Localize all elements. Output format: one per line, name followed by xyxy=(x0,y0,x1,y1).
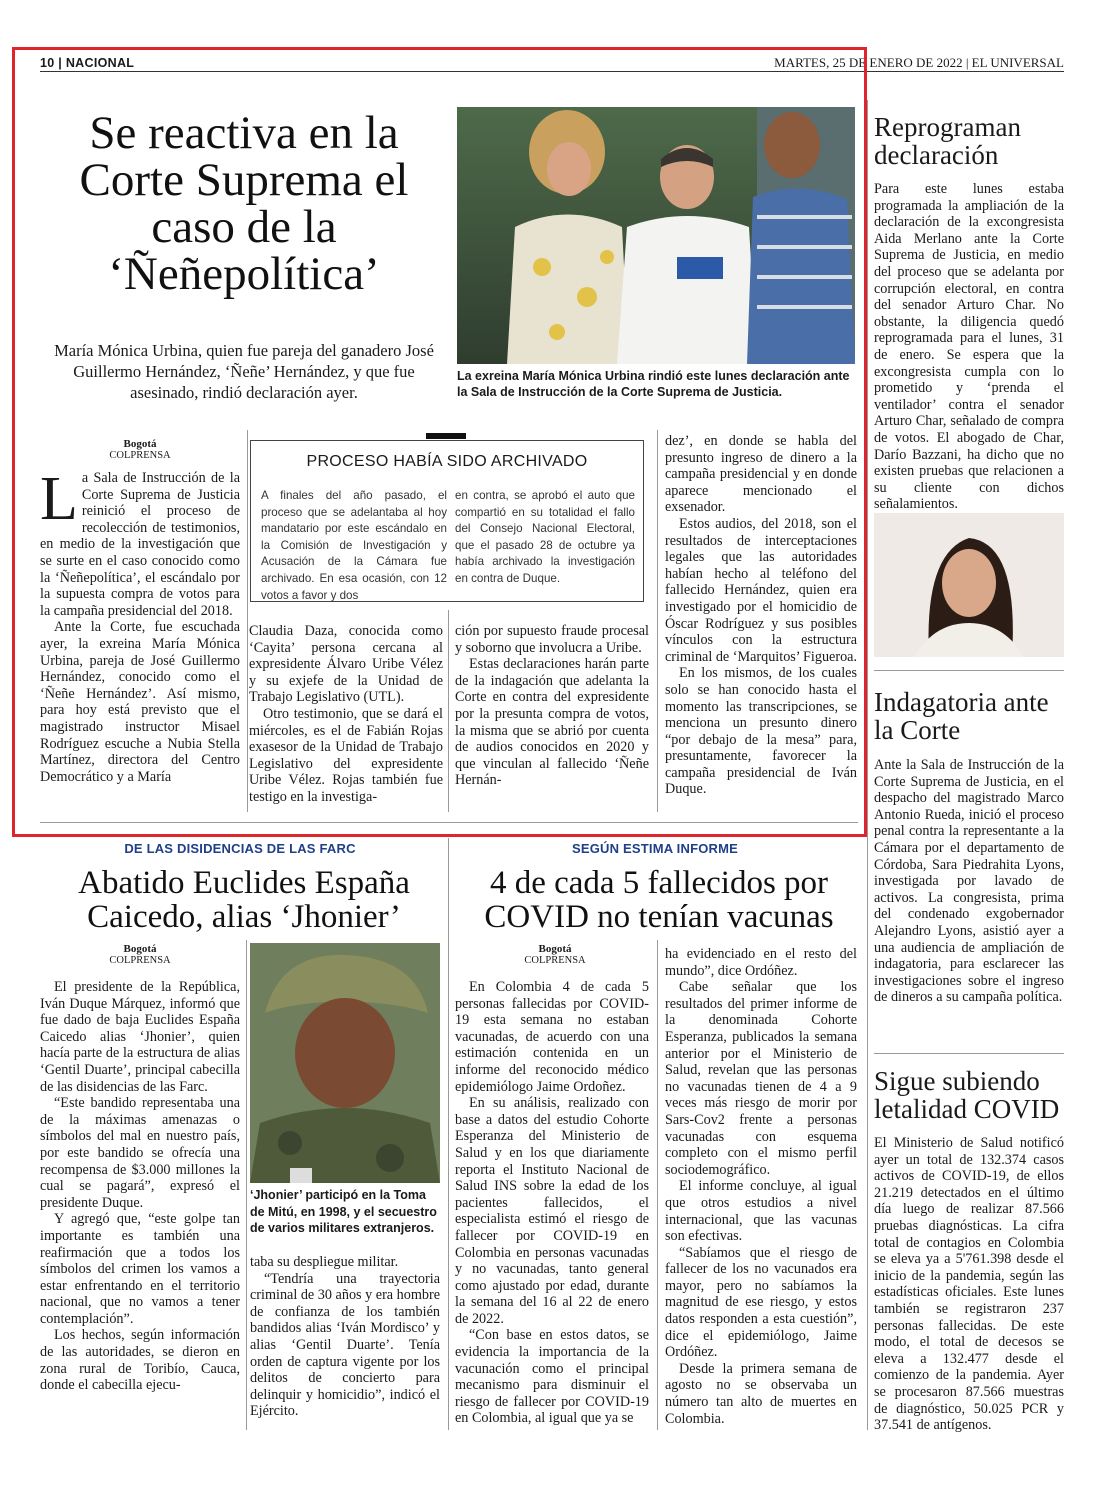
story2-kicker: DE LAS DISIDENCIAS DE LAS FARC xyxy=(124,841,356,856)
sidebar-p1 xyxy=(874,181,1064,513)
main-col1-p1: a Sala de Instrucción de la Corte Suprema de Justicia reinició el proceso de recolección de testimonios, en medio de la investigación que se surte en el caso conocido como la ‘Ñeñepolítica’, el escándalo por la supuesta compra de votos para la campaña presidencial del 2018. xyxy=(40,470,240,619)
story3-col2-p3: El informe concluye, al igual que otros estudios a nivel internacional, que las vacunas son efectivas. xyxy=(665,1178,857,1245)
main-col2-p1: Claudia Daza, conocida como ‘Cayita’ persona cercana al expresidente Álvaro Uribe Vélez y su exjefe de la Unidad de Trabajo Legislativo (UTL). xyxy=(249,623,443,706)
main-col4-p3: En los mismos, de los cuales solo se han conocido hasta el momento las transcripciones, se menciona un presunto dinero “por debajo de la mesa” para, presuntamente, favorecer la campaña presidencial de Iván Duque. xyxy=(665,665,857,798)
main-deck: María Mónica Urbina, quien fue pareja del ganadero José Guillermo Hernández, ‘Ñeñe’ Hernández, y que fue asesinado, rindió declaración ayer. xyxy=(54,341,434,402)
story3-col1-p2: En su análisis, realizado con base a datos del estudio Cohorte Esperanza del Ministerio de Salud y en los que diariamente reporta el Instituto Nacional de Salud INS sobre la edad de los pacientes fallecidos, el especialista estimó el riesgo de fallecer por COVID-19 en Colombia en personas vacunadas y no vacunadas, tanto general como ajustado por edad, durante la semana del 16 al 22 de enero de 2022. xyxy=(455,1095,649,1327)
sidebar-h3: Sigue subiendo letalidad COVID xyxy=(874,1066,1060,1124)
story2-col1-p3: Y agregó que, “este golpe tan importante es también una reafirmación que a todos los símbolos del crimen los vamos a estar enfrentando en el territorio nacional, que no vamos a tener contemplación”. xyxy=(40,1211,240,1327)
story3-column-1 xyxy=(455,979,649,1427)
story2-headline: Abatido Euclides España Caicedo, alias ‘Jhonier’ xyxy=(78,865,410,935)
main-col4-p2: Estos audios, del 2018, son el resultados de interceptaciones legales que las autoridades habían hecho al teléfono del fallecido Hernández, quien era investigado por el homicidio de Óscar Rodríguez y sus posibles vínculos con la estructura criminal de ‘Marquitos’ Figueroa. xyxy=(665,515,858,665)
story2-byline xyxy=(40,944,240,966)
main-col2-p2: Otro testimonio, que se dará el miércoles, es el de Fabián Rojas exasesor de la Unidad de Trabajo Legislativo del expresidente Uribe Vélez. Rojas también fue testigo en la investiga- xyxy=(249,705,443,805)
sidebar-h2: Indagatoria ante la Corte xyxy=(874,687,1049,745)
story2-col1-p1: El presidente de la República, Iván Duque Márquez, informó que fue dado de baja Euclides España Caicedo alias ‘Jhonier’, quien hacía parte de la estructura de alias ‘Gentil Duarte’, principal cabecilla de las disidencias de las Farc. xyxy=(40,979,240,1095)
story3-col1-p3: “Con base en estos datos, se evidencia la importancia de la vacunación como el principal mecanismo para disminuir el riesgo de fallecer por COVID-19 en Colombia, al igual que ya se xyxy=(455,1327,649,1427)
story2-col2-p2: “Tendría una trayectoria criminal de 30 años y era hombre de confianza de los también bandidos alias ‘Iván Mordisco’ y alias ‘Gentil Duarte’. Tenía orden de captura vigente por los delitos de concierto para delinquir y homicidio”, indicó el Ejército. xyxy=(250,1270,440,1420)
story3-col2-p2: Cabe señalar que los resultados del primer informe de la denominada Cohorte Esperanza, publicados la semana anterior por el Ministerio de Salud, revelan que las personas no vacunadas tienen de 4 a 9 veces más riesgo de morir por Sars-Cov2 frente a personas vacunadas con esquema completo con el mismo perfil sociodemográfico. xyxy=(665,979,857,1178)
main-col1-p2: Ante la Corte, fue escuchada ayer, la exreina María Mónica Urbina, pareja de José Guillermo Hernández, conocido como el ‘Ñeñe Hernández’. Así mismo, para hoy está previsto que el magistrado instructor Misael Rodríguez escuche a Nubia Stella Martínez, directora del Centro Democrático y a María xyxy=(40,619,240,785)
sidebar-rule-2 xyxy=(874,1053,1064,1054)
sidebar-portrait xyxy=(874,513,1064,657)
story2-photo-caption: ‘Jhonier’ participó en la Toma de Mitú, en 1998, y el secuestro de varios militares extranjeros. xyxy=(250,1188,437,1235)
story2-byline-agency: COLPRENSA xyxy=(109,955,171,966)
archived-box-title: PROCESO HABÍA SIDO ARCHIVADO xyxy=(306,453,588,470)
archived-box-col1: A finales del año pasado, el proceso que se adelantaba al hoy mandatario por este escándalo en la Comisión de Investigación y Acusación de la Cámara fue archivado. En esa ocasión, con 12 votos a favor y dos xyxy=(261,489,447,602)
date-paper-label: MARTES, 25 DE ENERO DE 2022 | EL UNIVERSAL xyxy=(774,55,1064,70)
story3-byline-agency: COLPRENSA xyxy=(524,955,586,966)
highlight-frame xyxy=(12,47,867,837)
main-byline-city: Bogotá xyxy=(123,438,157,450)
sidebar-portrait-image xyxy=(874,513,1064,657)
sidebar-p3-text: El Ministerio de Salud notificó ayer un total de 132.374 casos activos de COVID-19, de ellos 21.219 detectados en el último día luego de realizar 87.566 pruebas diagnósticas. La cifra total de contagios en Colombia se eleva ya a 5'761.398 desde el inicio de la pandemia, según las estadísticas oficiales. Este lunes también se registraron 237 personas fallecidas. De este modo, el total de decesos se eleva a 132.477 desde el comienzo de la pandemia. Ayer se procesaron 87.566 muestras de diagnóstico, 50.025 PCR y 37.541 de antígenos. xyxy=(874,1135,1064,1434)
story2-col1-p2: “Este bandido representaba una de la máximas amenazas o símbolos del mal en nuestro país, por este bandido se ofrecía una recompensa de $3.000 millones la cual se pagará”, expresó el presidente Duque. xyxy=(40,1095,240,1211)
story3-byline xyxy=(455,944,655,966)
story3-headline: 4 de cada 5 fallecidos por COVID no tenían vacunas xyxy=(484,865,834,935)
story3-col2-p1: ha evidenciado en el resto del mundo”, dice Ordóñez. xyxy=(665,946,857,979)
sidebar-p2-text: Ante la Sala de Instrucción de la Corte Suprema de Justicia, en el despacho del magistrado Marco Antonio Rueda, inició el proceso penal contra la representante a la Cámara por el departamento de Córdoba, Sara Piedrahita Lyons, investigada por lavado de activos. La congresista, prima del condenado exgobernador Alejandro Lyons, asistió ayer a una audiencia de ampliación de indagatoria, para esclarecer las investigaciones sobre el ingreso de dineros a su campaña política. xyxy=(874,757,1064,1006)
story3-col-rule xyxy=(657,940,658,1430)
main-photo-caption: La exreina María Mónica Urbina rindió este lunes declaración ante la Sala de Instrucción de la Corte Suprema de Justicia. xyxy=(457,369,850,399)
story3-col2-p4: “Sabíamos que el riesgo de fallecer de los no vacunados era mayor, pero no sabíamos la magnitud de ese riesgo, y estos datos responden a esta cuestión”, dice el epidemiólogo, Jaime Ordóñez. xyxy=(665,1244,857,1361)
story2-column-2 xyxy=(250,1254,440,1420)
sidebar-p2 xyxy=(874,757,1064,1006)
main-col4-p1: dez’, en donde se habla del presunto ingreso de dinero a la campaña presidencial y en donde aparece mencionado el exsenador. xyxy=(665,433,857,516)
story2-byline-city: Bogotá xyxy=(123,943,157,955)
story2-photo xyxy=(250,943,440,1183)
story2-col-rule xyxy=(246,940,247,1430)
main-dropcap: L xyxy=(40,465,78,533)
archived-box-col2: en contra, se aprobó el auto que compartió en su totalidad el fallo del Consejo Nacional Electoral, que el pasado 28 de octubre ya había archivado la investigación en contra de Duque. xyxy=(455,489,635,585)
page-section-label: 10 | NACIONAL xyxy=(40,56,135,70)
main-headline: Se reactiva en la Corte Suprema el caso de la ‘Ñeñepolítica’ xyxy=(79,107,409,300)
sidebar-p3 xyxy=(874,1135,1064,1434)
story2-photo-image xyxy=(250,943,440,1183)
sidebar-rule-1 xyxy=(874,670,1064,671)
story2-column-1 xyxy=(40,979,240,1394)
story3-byline-city: Bogotá xyxy=(538,943,572,955)
story3-col2-p5: Desde la primera semana de agosto no se observaba un número tan alto de muertes en Colombia. xyxy=(665,1360,857,1427)
sidebar-p1-text: Para este lunes estaba programada la ampliación de la declaración de la excongresista Aida Merlano ante la Corte Suprema de Justicia, en medio del proceso que se adelanta por corrupción electoral, en contra del senador Arturo Char. No obstante, la diligencia quedó reprogramada para el lunes, 31 de enero. Se espera que la excongresista cumpla con lo prometido y ‘prenda el ventilador’ contra el senador Arturo Char, señalado de compra de votos. El abogado de Char, Darío Bazzani, ha dicho que no existen pruebas que relacionen a su cliente con dichos señalamientos. xyxy=(874,181,1064,513)
story3-column-2 xyxy=(665,946,857,1427)
sidebar-rule xyxy=(867,100,868,1430)
sidebar-h1: Reprograman declaración xyxy=(874,112,1021,170)
main-col3-p1: ción por supuesto fraude procesal y soborno que involucra a Uribe. xyxy=(455,623,649,656)
story3-col1-p1: En Colombia 4 de cada 5 personas fallecidas por COVID-19 esta semana no estaban vacunadas, de acuerdo con una estimación contenida en un informe del reconocido médico epidemiólogo Jaime Ordoñez. xyxy=(455,979,649,1095)
main-byline-agency: COLPRENSA xyxy=(109,450,171,461)
story3-kicker: SEGÚN ESTIMA INFORME xyxy=(571,841,739,856)
story2-col2-p1: taba su despliegue militar. xyxy=(250,1254,399,1270)
main-col3-p2: Estas declaraciones harán parte de la indagación que adelanta la Corte en contra del expresidente por la presunta compra de votos, la misma que se abrió por cuenta de audios conocidos en 2020 y que vinculan al fallecido ‘Ñeñe Hernán- xyxy=(455,656,649,789)
story2-col1-p4: Los hechos, según información de las autoridades, se dieron en zona rural de Toribío, Cauca, donde el cabecilla ejecu- xyxy=(40,1327,240,1394)
story-divider xyxy=(448,838,449,1430)
